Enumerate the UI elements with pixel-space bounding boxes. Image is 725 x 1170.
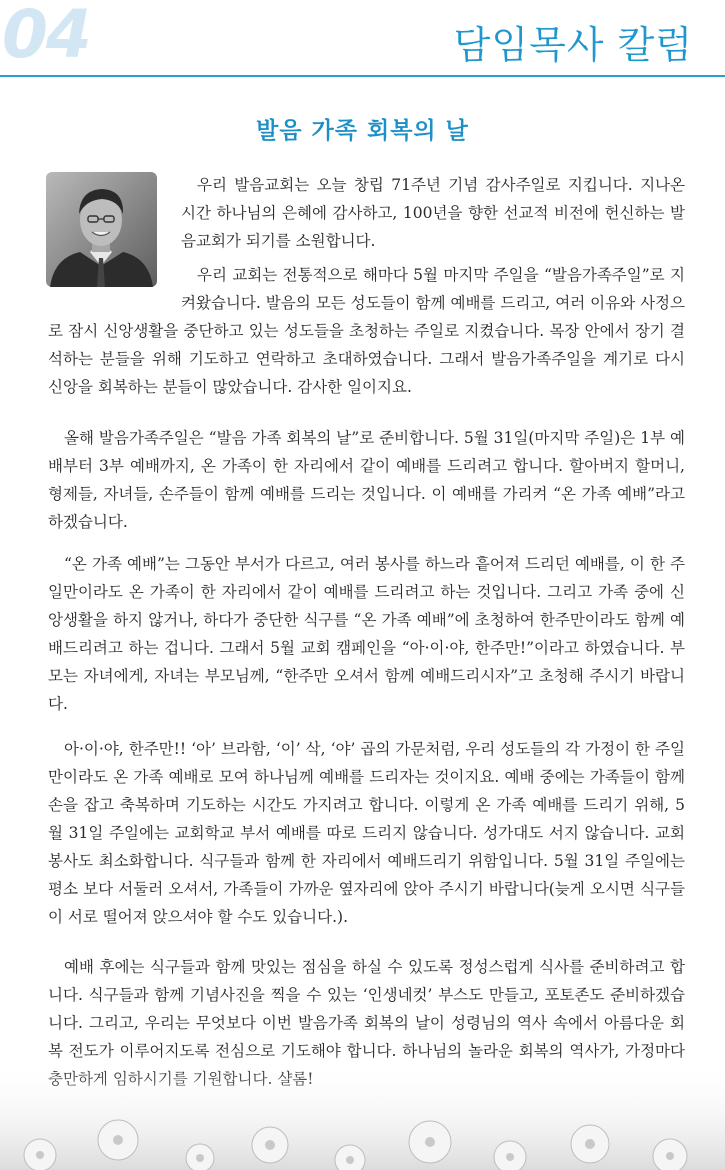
paragraph-4: “온 가족 예배”는 그동안 부서가 다르고, 여러 봉사를 하느라 흩어져 드리던 예배를, 이 한 주일만이라도 온 가족이 한 자리에서 같이 예배를 드리려고 하는 것입니다. 그리고 가족 중에 신앙생활을 하지 않거나, 하다가 중단한 식구를 “온 가족 예배”에 초청하여 한주만이라도 함께 예배드리려고 하는 겁니다. 그래서 5월 교회 캠페인을 “아·이·야, 한주만!”이라고 하였습니다. 부모는 자녀에게, 자녀는 부모님께, “한주만 오셔서 함께 예배드리시자”고 초청해 주시기 바랍니다.: [48, 555, 685, 713]
section-title: 담임목사 칼럼: [453, 23, 693, 67]
paragraph-6: 예배 후에는 식구들과 함께 맛있는 점심을 하실 수 있도록 정성스럽게 식사를 준비하려고 합니다. 식구들과 함께 기념사진을 찍을 수 있는 ‘인생네컷’ 부스도 만들고, 포토존도 준비하겠습니다. 그리고, 우리는 무엇보다 이번 발음가족 회복의 날이 성령님의 역사 속에서 아름다운 회복 전도가 이루어지도록 전심으로 기도해야 합니다. 하나님의 놀라운 회복의 역사가, 가정마다: [48, 958, 685, 1060]
header-divider: [0, 75, 725, 77]
paragraph-2-text: 우리 교회는 전통적으로 해마다 5월 마지막 주일을 “발음가족주일”로 지켜왔습니다. 발음의 모든 성도들이 함께 예배를 드리고, 여러 이유와 사정으로 잠시 신앙생활을 중단하고 있는 성도들을 초청하는 주일로 지켰습니다. 목장 안에서 장기 결석하는 분들을 위해 기도하고 연락하고 초대하였습니다. 그래서 발음가족주일을 계기로 다시 신앙을 회복하는 분들이 많았습니다. 감사한 일이지요.: [48, 266, 685, 396]
page-number: 04: [2, 0, 90, 73]
paragraph-3: 올해 발음가족주일은 “발음 가족 회복의 날”로 준비합니다. 5월 31일(마지막 주일)은 1부 예배부터 3부 예배까지, 온 가족이 한 자리에서 같이 예배를 드리려고 합니다. 할아버지 할머니, 형제들, 자녀들, 손주들이 함께 예배를 드리는 것입니다. 이 예배를 가리켜 “온 가족 예배”라고 하겠습니다.: [48, 429, 685, 531]
photo-wrap-spacer: [48, 261, 181, 317]
paragraph-5: 아·이·야, 한주만!! ‘아’ 브라함, ‘이’ 삭, ‘야’ 곱의 가문처럼, 우리 성도들의 각 가정이 한 주일만이라도 온 가족 예배로 모여 하나님께 예배를 드리자는 것이지요. 예배 중에는 가족들이 함께 손을 잡고 축복하며 기도하는 시간도 가지려고 합니다. 이렇게 온 가족 예배를 드리기 위해, 5월 31일 주일에는 교회학교 부서 예배를 따로 드리지 않습니다. 성가대도 서지 않습니다. 교회 봉사도 최소화합니다. 식구들과 함께 한 자리에서 예배드리기 위함입니다. 5월 31일 주일에는 평소 보다 서둘러 오셔서, 가족들이 가까운 옆자리에 앉아 주시기 바랍니다(늦게 오시면 식구들이 서로 떨어져 앉으셔야 할 수도 있습니다.).: [48, 740, 685, 926]
article-title: 발음 가족 회복의 날: [256, 118, 469, 144]
paragraph-2: [48, 261, 685, 401]
paragraph-1: 우리 발음교회는 오늘 창립 71주년 기념 감사주일로 지킵니다. 지나온 시간 하나님의 은혜에 감사하고, 100년을 향한 선교적 비전에 헌신하는 발음교회가 되기를 소원합니다.: [181, 176, 685, 250]
flower-border: [0, 1060, 725, 1170]
